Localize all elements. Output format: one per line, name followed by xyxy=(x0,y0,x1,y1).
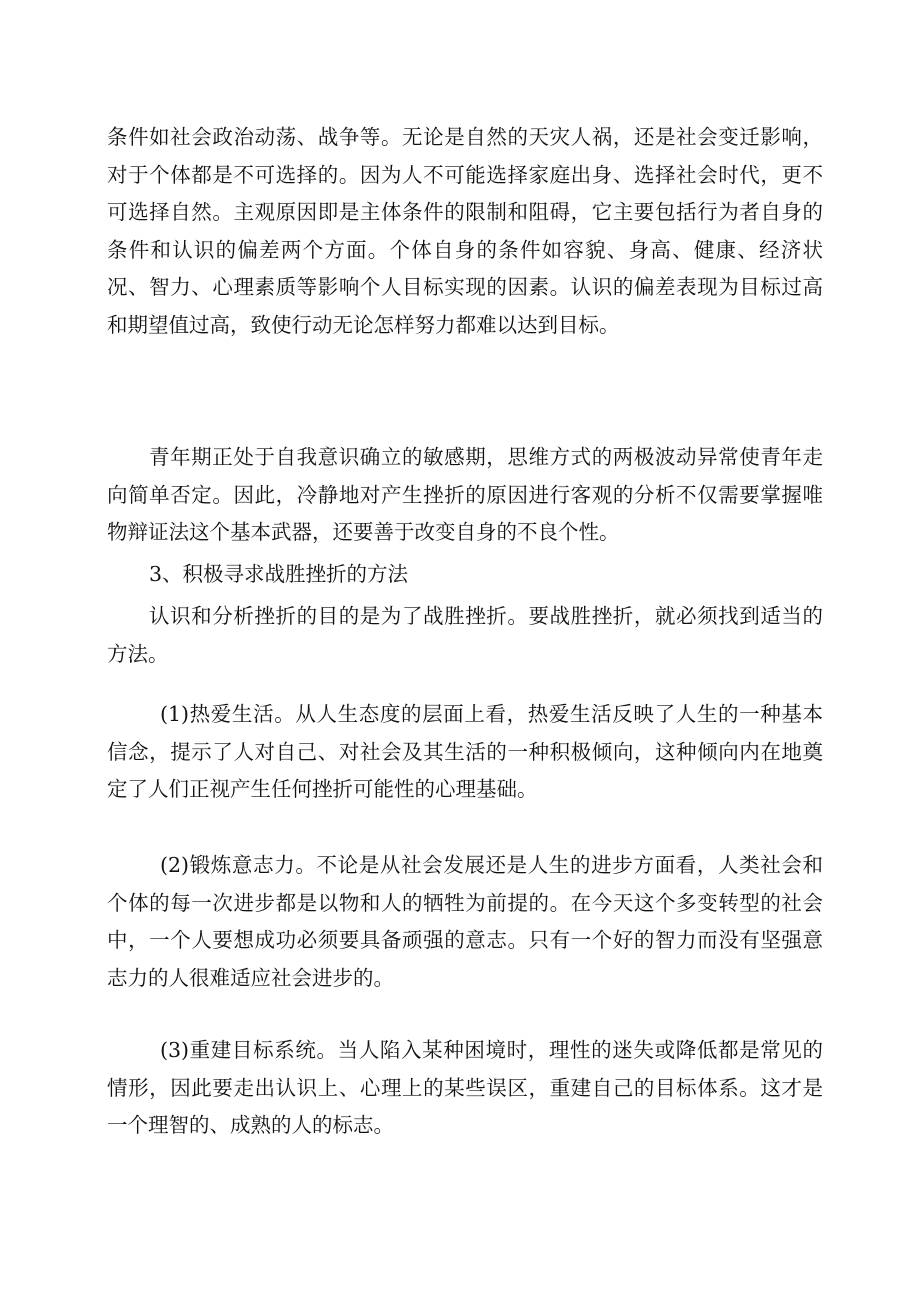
paragraph-rebuild-goals: (3)重建目标系统。当人陷入某种困境时，理性的迷失或降低都是常见的情形，因此要走出认识上、心理上的某些误区，重建自己的目标体系。这才是一个理智的、成熟的人的标志。 xyxy=(107,1038,823,1137)
paragraph-youth-period: 青年期正处于自我意识确立的敏感期，思维方式的两极波动异常使青年走向简单否定。因此，冷静地对产生挫折的原因进行客观的分析不仅需要掌握唯物辩证法这个基本武器，还要善于改变自身的不良个性。 xyxy=(107,445,823,544)
paragraph-method-intro: 认识和分析挫折的目的是为了战胜挫折。要战胜挫折，就必须找到适当的方法。 xyxy=(107,604,823,666)
paragraph-causes-continued: 条件如社会政治动荡、战争等。无论是自然的天灾人祸，还是社会变迁影响，对于个体都是不可选择的。因为人不可能选择家庭出身、选择社会时代，更不可选择自然。主观原因即是主体条件的限制和阻碍，它主要包括行为者自身的条件和认识的偏差两个方面。个体自身的条件如容貌、身高、健康、经济状况、智力、心理素质等影响个人目标实现的因素。认识的偏差表现为目标过高和期望值过高，致使行动无论怎样努力都难以达到目标。 xyxy=(107,125,823,337)
paragraph-love-life: (1)热爱生活。从人生态度的层面上看，热爱生活反映了人生的一种基本信念，提示了人对自己、对社会及其生活的一种积极倾向，这种倾向内在地奠定了人们正视产生任何挫折可能性的心理基础。 xyxy=(107,702,823,801)
section-heading-overcome-frustration: 3、积极寻求战胜挫折的方法 xyxy=(149,562,409,586)
paragraph-willpower: (2)锻炼意志力。不论是从社会发展还是人生的进步方面看，人类社会和个体的每一次进步都是以物和人的牺牲为前提的。在今天这个多变转型的社会中，一个人要想成功必须要具备顽强的意志。只有一个好的智力而没有坚强意志力的人很难适应社会进步的。 xyxy=(107,853,823,990)
